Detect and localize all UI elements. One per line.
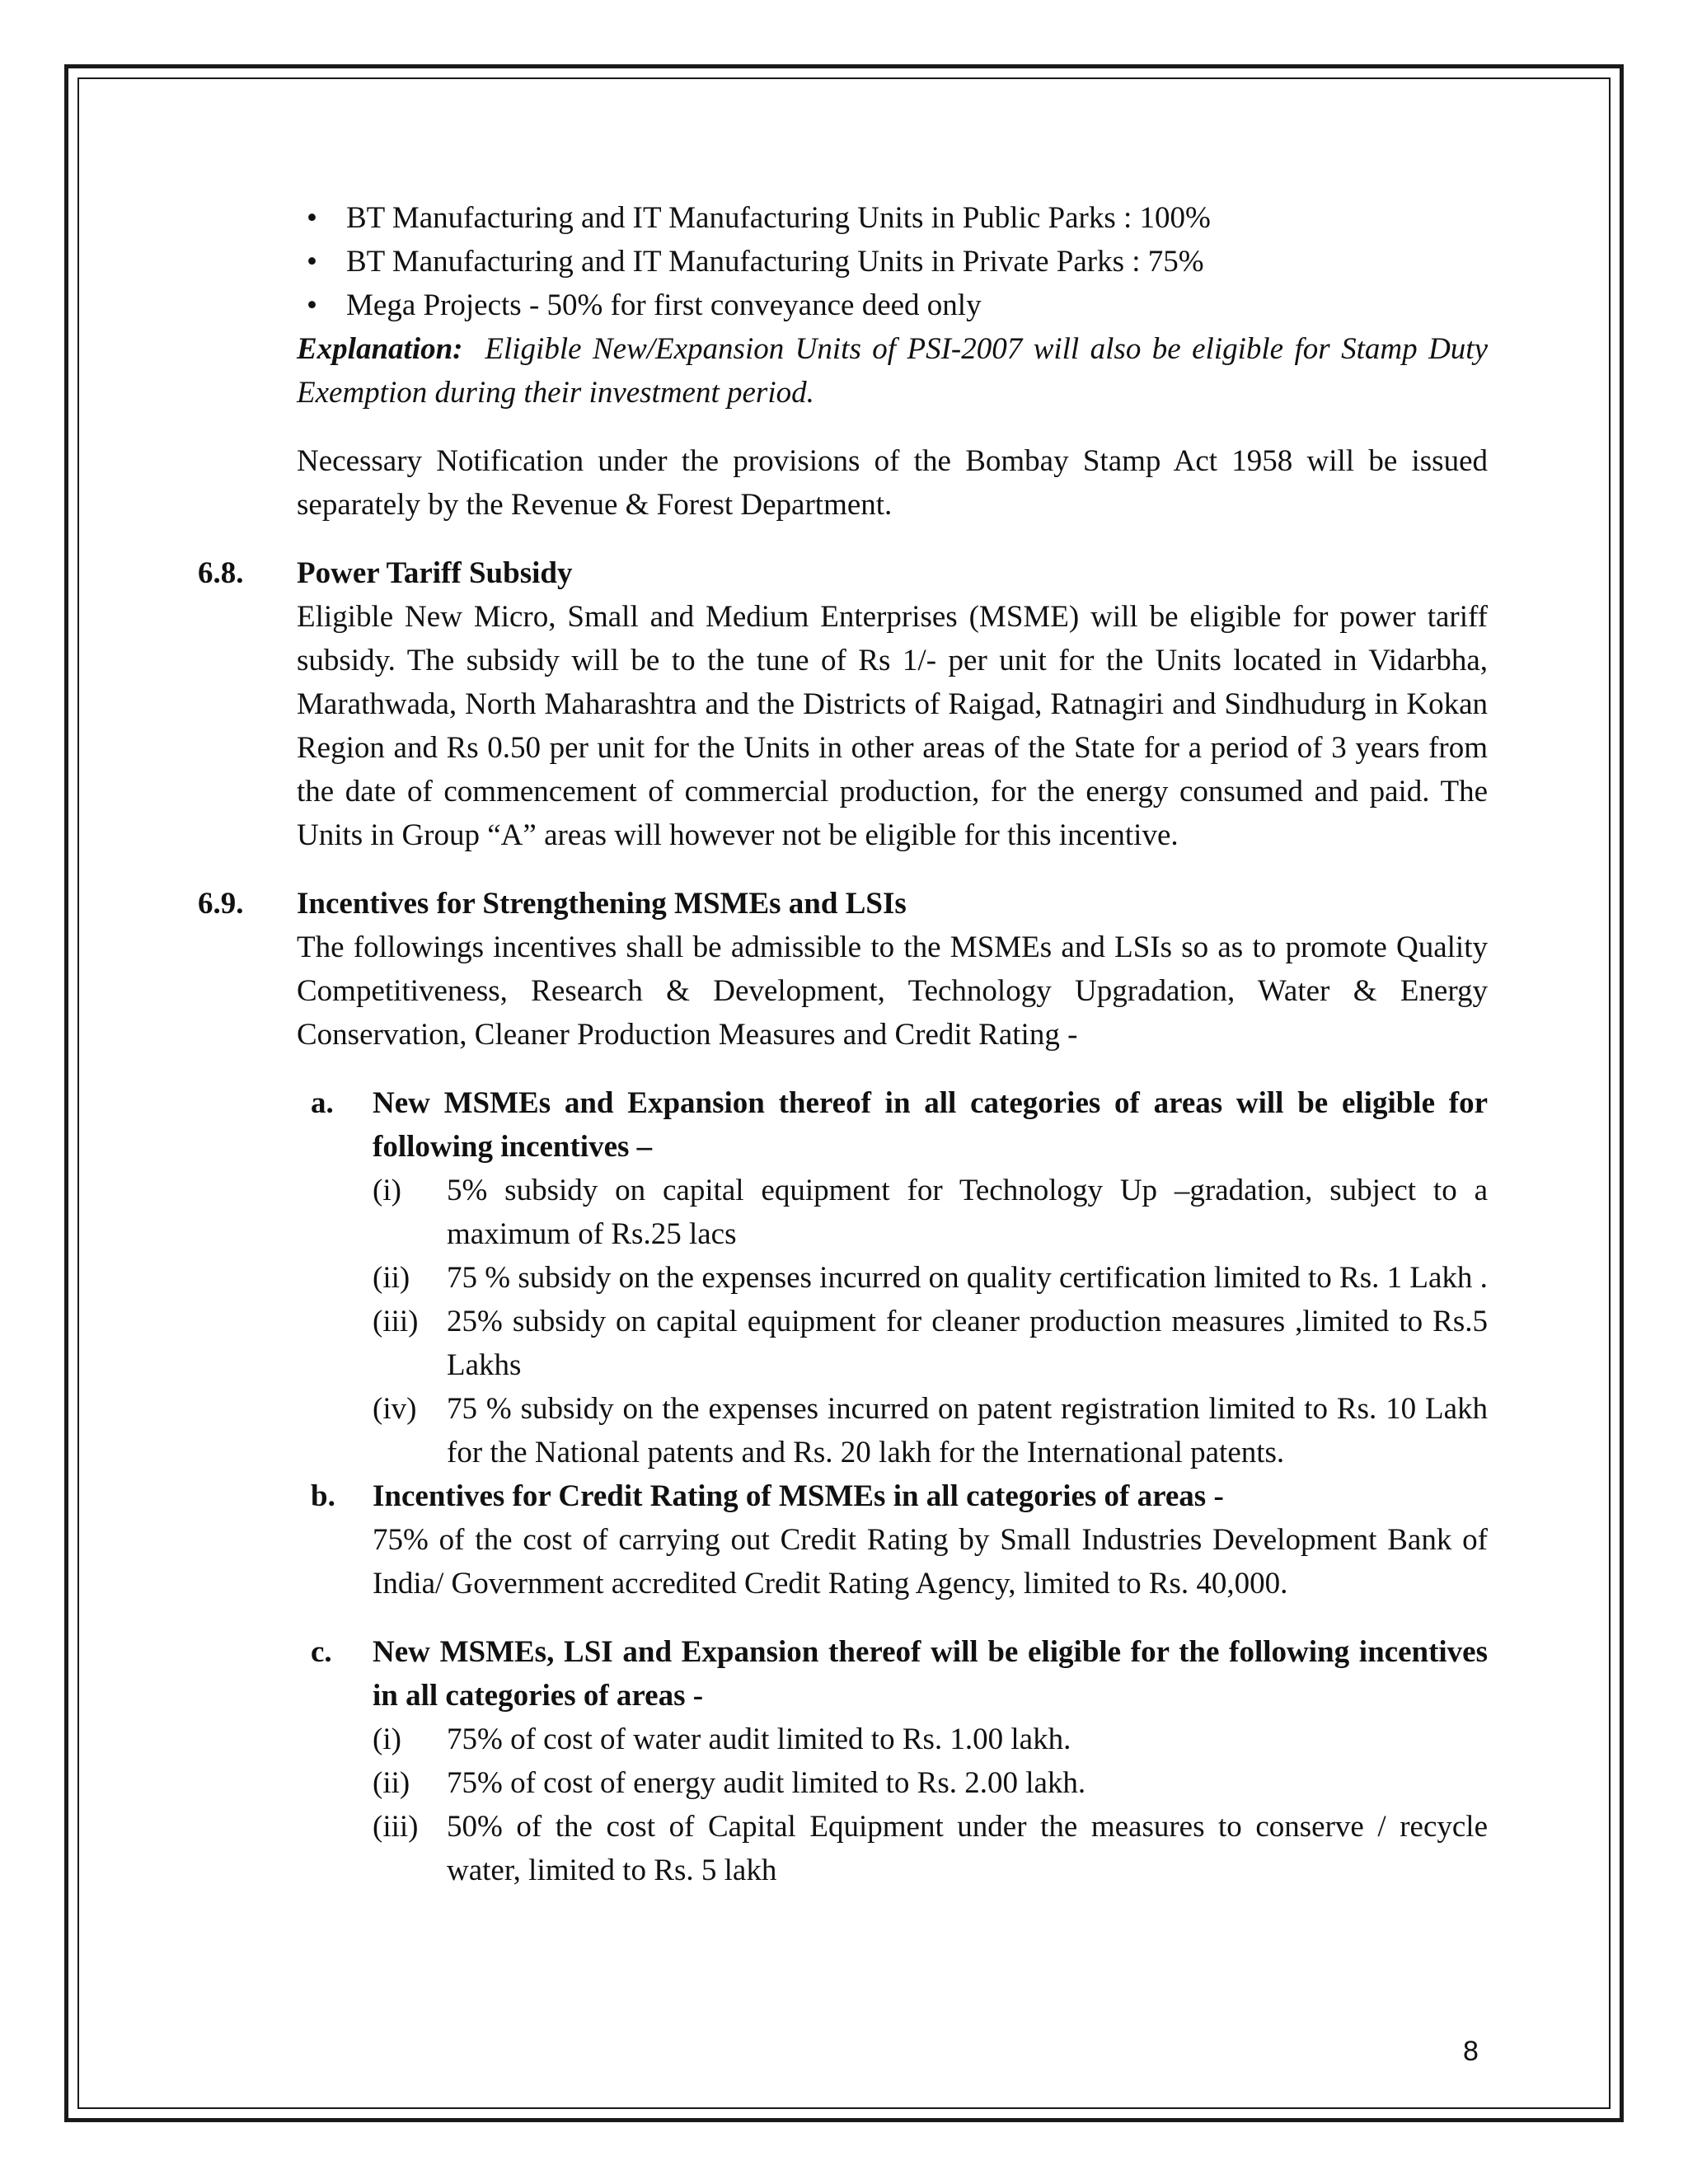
explanation-paragraph bbox=[297, 327, 1488, 415]
section-body: Eligible New Micro, Small and Medium Enterprises (MSME) will be eligible for power tariff subsidy. The subsidy will be to the tune of Rs 1/- per unit for the Units located in Vidarbha, Marathwada, North Maharashtra and the Districts of Raigad, Ratnagiri and Sindhudurg in Kokan Region and Rs 0.50 per unit for the Units in other areas of the State for a period of 3 years from the date of commencement of commercial production, for the energy consumed and paid. The Units in Group “A” areas will however not be eligible for this incentive. bbox=[297, 600, 1488, 852]
item-number: (iii) bbox=[373, 1810, 419, 1844]
section-6-9 bbox=[198, 882, 1488, 1892]
section-title: Power Tariff Subsidy bbox=[297, 556, 573, 590]
subsection-body: 75% of the cost of carrying out Credit Rating by Small Industries Development Bank of India/ Government accredited Credit Rating Agency, limited to Rs. 40,000. bbox=[373, 1523, 1488, 1601]
subsection-letter: c. bbox=[311, 1635, 332, 1669]
list-item bbox=[373, 1805, 1488, 1892]
list-item bbox=[373, 1761, 1488, 1805]
item-text: 50% of the cost of Capital Equipment under the measures to conserve / recycle water, limited to Rs. 5 lakh bbox=[447, 1810, 1488, 1887]
item-text: 5% subsidy on capital equipment for Technology Up –gradation, subject to a maximum of Rs.25 lacs bbox=[447, 1174, 1488, 1251]
list-item bbox=[373, 1718, 1488, 1761]
subsection-letter: a. bbox=[311, 1086, 334, 1120]
bullet-icon: • bbox=[307, 201, 317, 235]
item-text: 75% of cost of energy audit limited to Rs. 2.00 lakh. bbox=[447, 1766, 1086, 1800]
subsection-a bbox=[311, 1081, 1488, 1474]
section-body: The followings incentives shall be admissible to the MSMEs and LSIs so as to promote Quality Competitiveness, Research & Development, Technology Upgradation, Water & Energy Conservation, Cleaner Production Measures and Credit Rating - bbox=[297, 930, 1488, 1052]
bullet-icon: • bbox=[307, 288, 317, 322]
subsection-heading: Incentives for Credit Rating of MSMEs in all categories of areas - bbox=[373, 1479, 1224, 1513]
document-body bbox=[198, 196, 1489, 1892]
list-item bbox=[297, 196, 1488, 240]
explanation-label: Explanation: bbox=[297, 332, 463, 366]
item-number: (iii) bbox=[373, 1305, 419, 1338]
item-number: (ii) bbox=[373, 1261, 410, 1295]
list-item bbox=[297, 240, 1488, 284]
item-number: (ii) bbox=[373, 1766, 410, 1800]
section-number: 6.8. bbox=[198, 556, 244, 590]
notification-paragraph: Necessary Notification under the provisions of the Bombay Stamp Act 1958 will be issued separately by the Revenue & Forest Department. bbox=[297, 444, 1488, 522]
subsection-b bbox=[311, 1474, 1488, 1605]
item-text: 75 % subsidy on the expenses incurred on quality certification limited to Rs. 1 Lakh . bbox=[447, 1261, 1488, 1295]
item-number: (i) bbox=[373, 1174, 401, 1207]
section-number: 6.9. bbox=[198, 887, 244, 921]
item-number: (i) bbox=[373, 1722, 401, 1756]
list-item bbox=[373, 1387, 1488, 1474]
item-number: (iv) bbox=[373, 1392, 417, 1426]
subsection-heading: New MSMEs, LSI and Expansion thereof will be eligible for the following incentives in all categories of areas - bbox=[373, 1635, 1488, 1713]
bullet-text: BT Manufacturing and IT Manufacturing Units in Private Parks : 75% bbox=[346, 245, 1204, 279]
bullet-text: Mega Projects - 50% for first conveyance deed only bbox=[346, 288, 982, 322]
subsection-c bbox=[311, 1630, 1488, 1892]
subsection-letter: b. bbox=[311, 1479, 335, 1513]
item-text: 25% subsidy on capital equipment for cleaner production measures ,limited to Rs.5 Lakhs bbox=[447, 1305, 1488, 1382]
item-text: 75 % subsidy on the expenses incurred on patent registration limited to Rs. 10 Lakh for the National patents and Rs. 20 lakh for the International patents. bbox=[447, 1392, 1488, 1469]
list-item bbox=[373, 1256, 1488, 1300]
subsection-heading: New MSMEs and Expansion thereof in all categories of areas will be eligible for following incentives – bbox=[373, 1086, 1488, 1164]
page-number: 8 bbox=[1463, 2036, 1479, 2067]
bullet-icon: • bbox=[307, 245, 317, 279]
stamp-duty-bullet-list bbox=[297, 196, 1488, 327]
list-item bbox=[373, 1300, 1488, 1387]
section-title: Incentives for Strengthening MSMEs and LSIs bbox=[297, 887, 907, 921]
list-item bbox=[373, 1169, 1488, 1256]
bullet-text: BT Manufacturing and IT Manufacturing Units in Public Parks : 100% bbox=[346, 201, 1211, 235]
item-text: 75% of cost of water audit limited to Rs. 1.00 lakh. bbox=[447, 1722, 1071, 1756]
explanation-text: Eligible New/Expansion Units of PSI-2007 will also be eligible for Stamp Duty Exemption during their investment period. bbox=[297, 332, 1489, 410]
list-item bbox=[297, 284, 1488, 327]
section-6-8 bbox=[198, 551, 1488, 857]
